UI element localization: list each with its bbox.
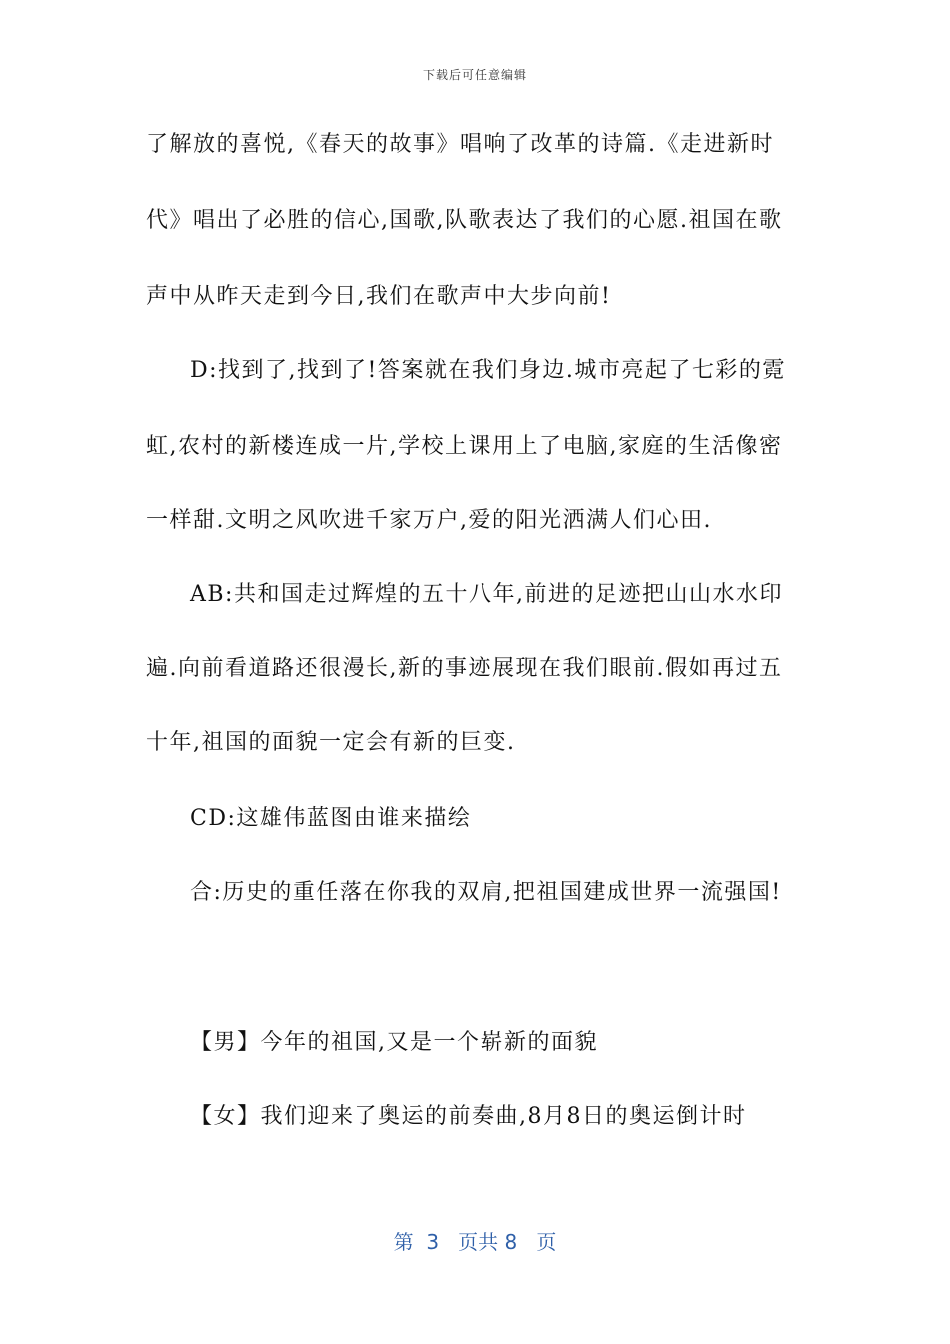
- text-line: 声中从昨天走到今日,我们在歌声中大步向前!: [146, 284, 612, 309]
- text-line: 代》唱出了必胜的信心,国歌,队歌表达了我们的心愿.祖国在歌: [146, 208, 783, 233]
- text-line: D:找到了,找到了!答案就在我们身边.城市亮起了七彩的霓: [190, 358, 786, 383]
- text-line: 遍.向前看道路还很漫长,新的事迹展现在我们眼前.假如再过五: [146, 656, 783, 681]
- page-header: 下载后可任意编辑: [422, 68, 527, 82]
- text-line: CD:这雄伟蓝图由谁来描绘: [190, 806, 472, 831]
- text-line: AB:共和国走过辉煌的五十八年,前进的足迹把山山水水印: [190, 582, 783, 607]
- text-line: 合:历史的重任落在你我的双肩,把祖国建成世界一流强国!: [190, 880, 782, 905]
- text-line: 【男】今年的祖国,又是一个崭新的面貌: [190, 1030, 598, 1055]
- text-line: 虹,农村的新楼连成一片,学校上课用上了电脑,家庭的生活像密: [146, 434, 783, 459]
- text-line: 了解放的喜悦,《春天的故事》唱响了改革的诗篇.《走进新时: [146, 132, 774, 157]
- text-line: 一样甜.文明之风吹进千家万户,爱的阳光洒满人们心田.: [146, 508, 712, 533]
- text-line: 【女】我们迎来了奥运的前奏曲,8月8日的奥运倒计时: [190, 1104, 747, 1129]
- page-footer: 第 3 页共 8 页: [393, 1230, 557, 1254]
- text-line: 十年,祖国的面貌一定会有新的巨变.: [146, 730, 516, 755]
